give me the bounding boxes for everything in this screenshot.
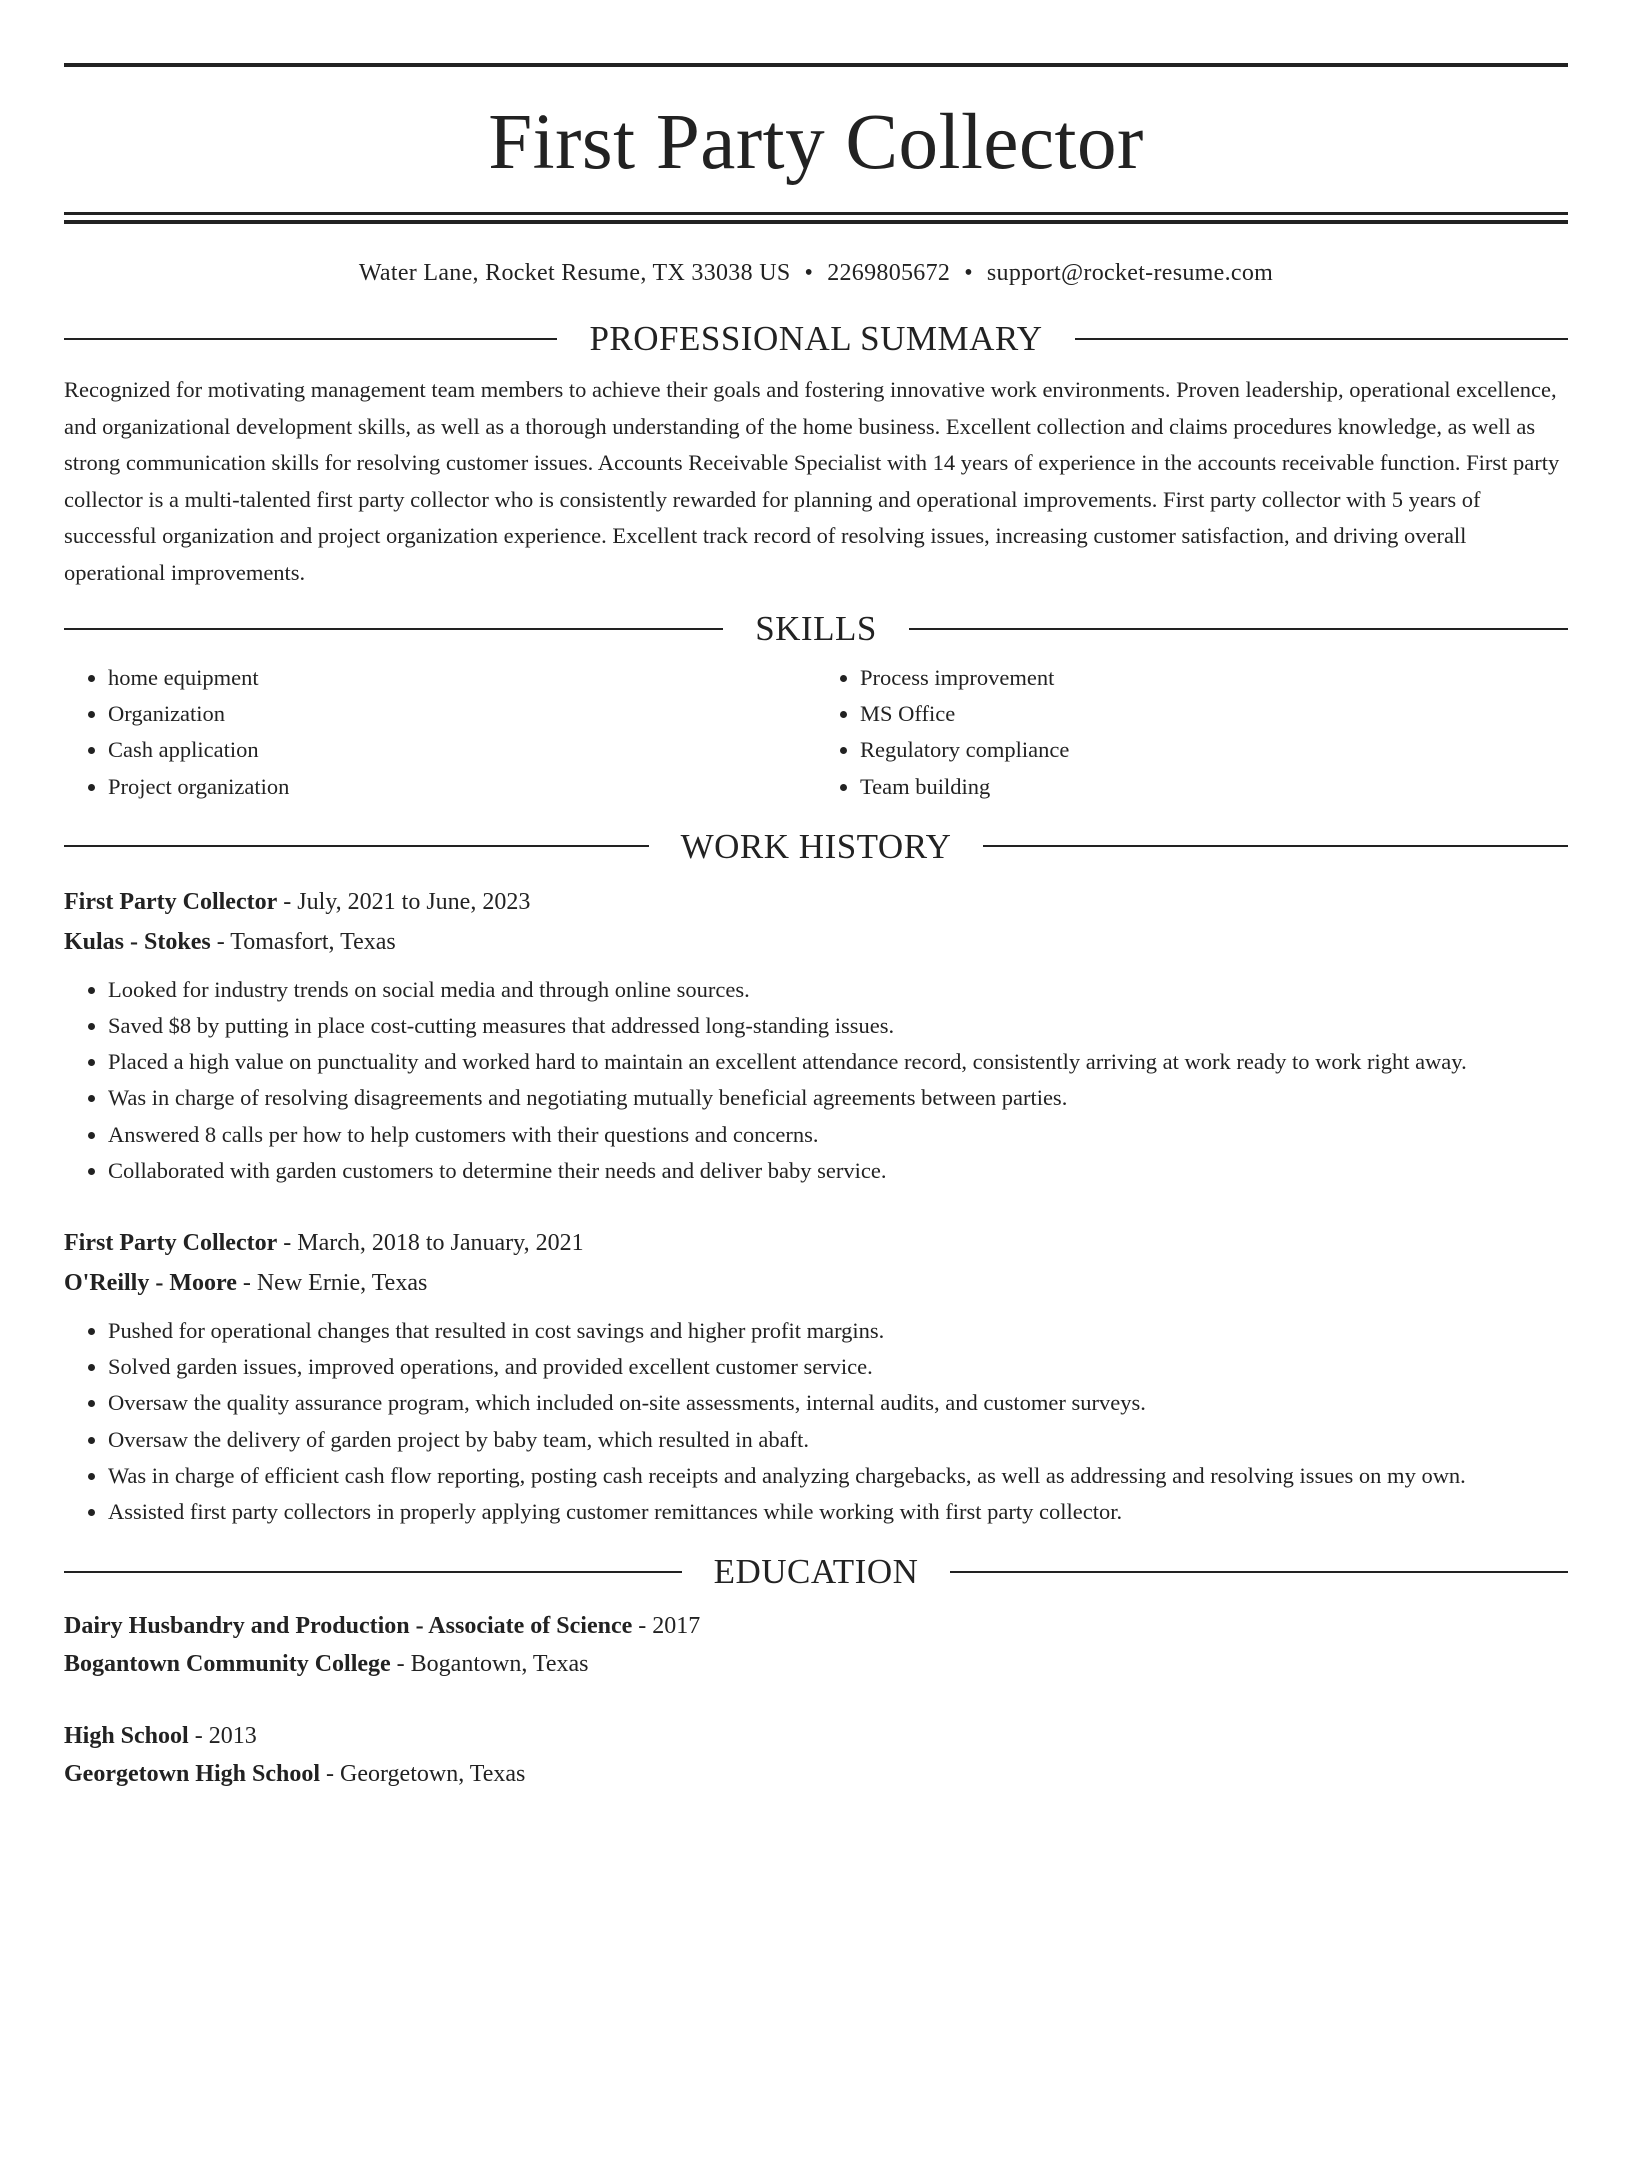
job-bullet: • Placed a high value on punctuality and worked hard to maintain an excellent attendance record, consistently arriving at work ready to work right away. [108,1044,1568,1080]
job-location: - New Ernie, Texas [236,1270,428,1297]
contact-address: Water Lane, Rocket Resume, TX 33038 US [358,260,791,286]
job-bullet: • Answered 8 calls per how to help customers with their questions and concerns. [108,1117,1568,1153]
summary-heading [64,321,1568,356]
heading-rule [1075,338,1568,340]
heading-rule [64,338,557,340]
job-company: Kulas - Stokes [64,928,211,955]
job-bullet: • Pushed for operational changes that resulted in cost savings and higher profit margins. [108,1313,1568,1349]
heading-rule [64,628,723,630]
contact-phone[interactable]: 2269805672 [827,260,951,286]
education-school-line [64,1645,1568,1683]
job-bullet: • Was in charge of resolving disagreements and negotiating mutually beneficial agreements between parties. [108,1080,1568,1116]
skill-item: • Team building [860,769,1568,805]
top-rule [64,63,1568,67]
work-title: WORK HISTORY [680,826,952,866]
education-location: - Georgetown, Texas [320,1761,526,1788]
job-bullet: • Looked for industry trends on social media and through online sources. [108,972,1568,1008]
skill-item: • Regulatory compliance [860,732,1568,768]
education-title: EDUCATION [713,1552,919,1592]
job-bullets [64,972,1568,1189]
heading-rule [983,845,1568,847]
job-bullet: • Collaborated with garden customers to determine their needs and deliver baby service. [108,1153,1568,1189]
education-school: Georgetown High School [64,1761,320,1788]
job-title: First Party Collector [64,1230,278,1257]
job-bullet: • Assisted first party collectors in properly applying customer remittances while working with first party collector. [108,1494,1568,1530]
education-location: - Bogantown, Texas [390,1651,589,1678]
skill-item: • Organization [108,696,816,732]
job-company-line [64,922,1568,962]
resume-page [0,63,1632,2175]
skills-list [64,660,1568,805]
skill-item: • Process improvement [860,660,1568,696]
skills-title: SKILLS [755,609,877,648]
job-title-line [64,882,1568,922]
job-bullets [64,1313,1568,1530]
contact-separator: • [804,260,814,286]
job-bullet: • Solved garden issues, improved operations, and provided excellent customer service. [108,1349,1568,1385]
work-heading [64,826,1568,866]
job-dates: - July, 2021 to June, 2023 [277,888,531,915]
job-entry [64,1223,1568,1530]
skill-item: • home equipment [108,660,816,696]
job-entry [64,882,1568,1189]
education-entry [64,1717,1568,1793]
job-bullet: • Oversaw the delivery of garden project by baby team, which resulted in abaft. [108,1422,1568,1458]
job-location: - Tomasfort, Texas [210,928,396,955]
heading-rule [950,1571,1568,1573]
skills-column-left [64,660,816,805]
job-bullet: • Oversaw the quality assurance program, which included on-site assessments, internal audits, and customer surveys. [108,1385,1568,1421]
education-school-line [64,1755,1568,1793]
education-year: - 2017 [632,1613,701,1640]
skill-item: • Project organization [108,769,816,805]
job-bullet: • Saved $8 by putting in place cost-cutting measures that addressed long-standing issues. [108,1008,1568,1044]
contact-separator: • [964,260,973,286]
summary-title: PROFESSIONAL SUMMARY [589,319,1043,358]
heading-rule [64,845,649,847]
heading-rule [64,1571,682,1573]
heading-rule [909,628,1568,630]
job-dates: - March, 2018 to January, 2021 [277,1230,584,1257]
skills-column-right [816,660,1568,805]
job-company: O'Reilly - Moore [64,1270,237,1297]
job-title-line [64,1223,1568,1263]
education-entry [64,1607,1568,1683]
skill-item: • MS Office [860,696,1568,732]
education-degree-line [64,1717,1568,1755]
summary-text: Recognized for motivating management team members to achieve their goals and fostering innovative work environments. Proven leadership, operational excellence, and organizational development skills, as well as a thorough understanding of the home business. Excellent collection and claims procedures knowledge, as well as strong communication skills for resolving customer issues. Accounts Receivable Specialist with 14 years of experience in the accounts receivable function. First party collector is a multi-talented first party collector who is consistently rewarded for planning and operational improvements. First party collector with 5 years of successful organization and project organization experience. Excellent track record of resolving issues, increasing customer satisfaction, and driving overall operational improvements. [64,377,1560,585]
job-title: First Party Collector [64,888,278,915]
contact-line [64,260,1568,287]
education-school: Bogantown Community College [64,1651,391,1678]
skill-item: • Cash application [108,732,816,768]
education-degree: High School [64,1723,189,1750]
education-heading [64,1552,1568,1592]
candidate-name: First Party Collector [488,99,1144,186]
education-year: - 2013 [188,1723,257,1750]
job-bullet: • Was in charge of efficient cash flow reporting, posting cash receipts and analyzing chargebacks, as well as addressing and resolving issues on my own. [108,1458,1568,1494]
job-company-line [64,1263,1568,1303]
education-degree: Dairy Husbandry and Production - Associate of Science [64,1613,633,1640]
double-rule [64,212,1568,224]
contact-email[interactable]: support@rocket-resume.com [986,260,1274,286]
skills-heading [64,611,1568,646]
education-degree-line [64,1607,1568,1645]
